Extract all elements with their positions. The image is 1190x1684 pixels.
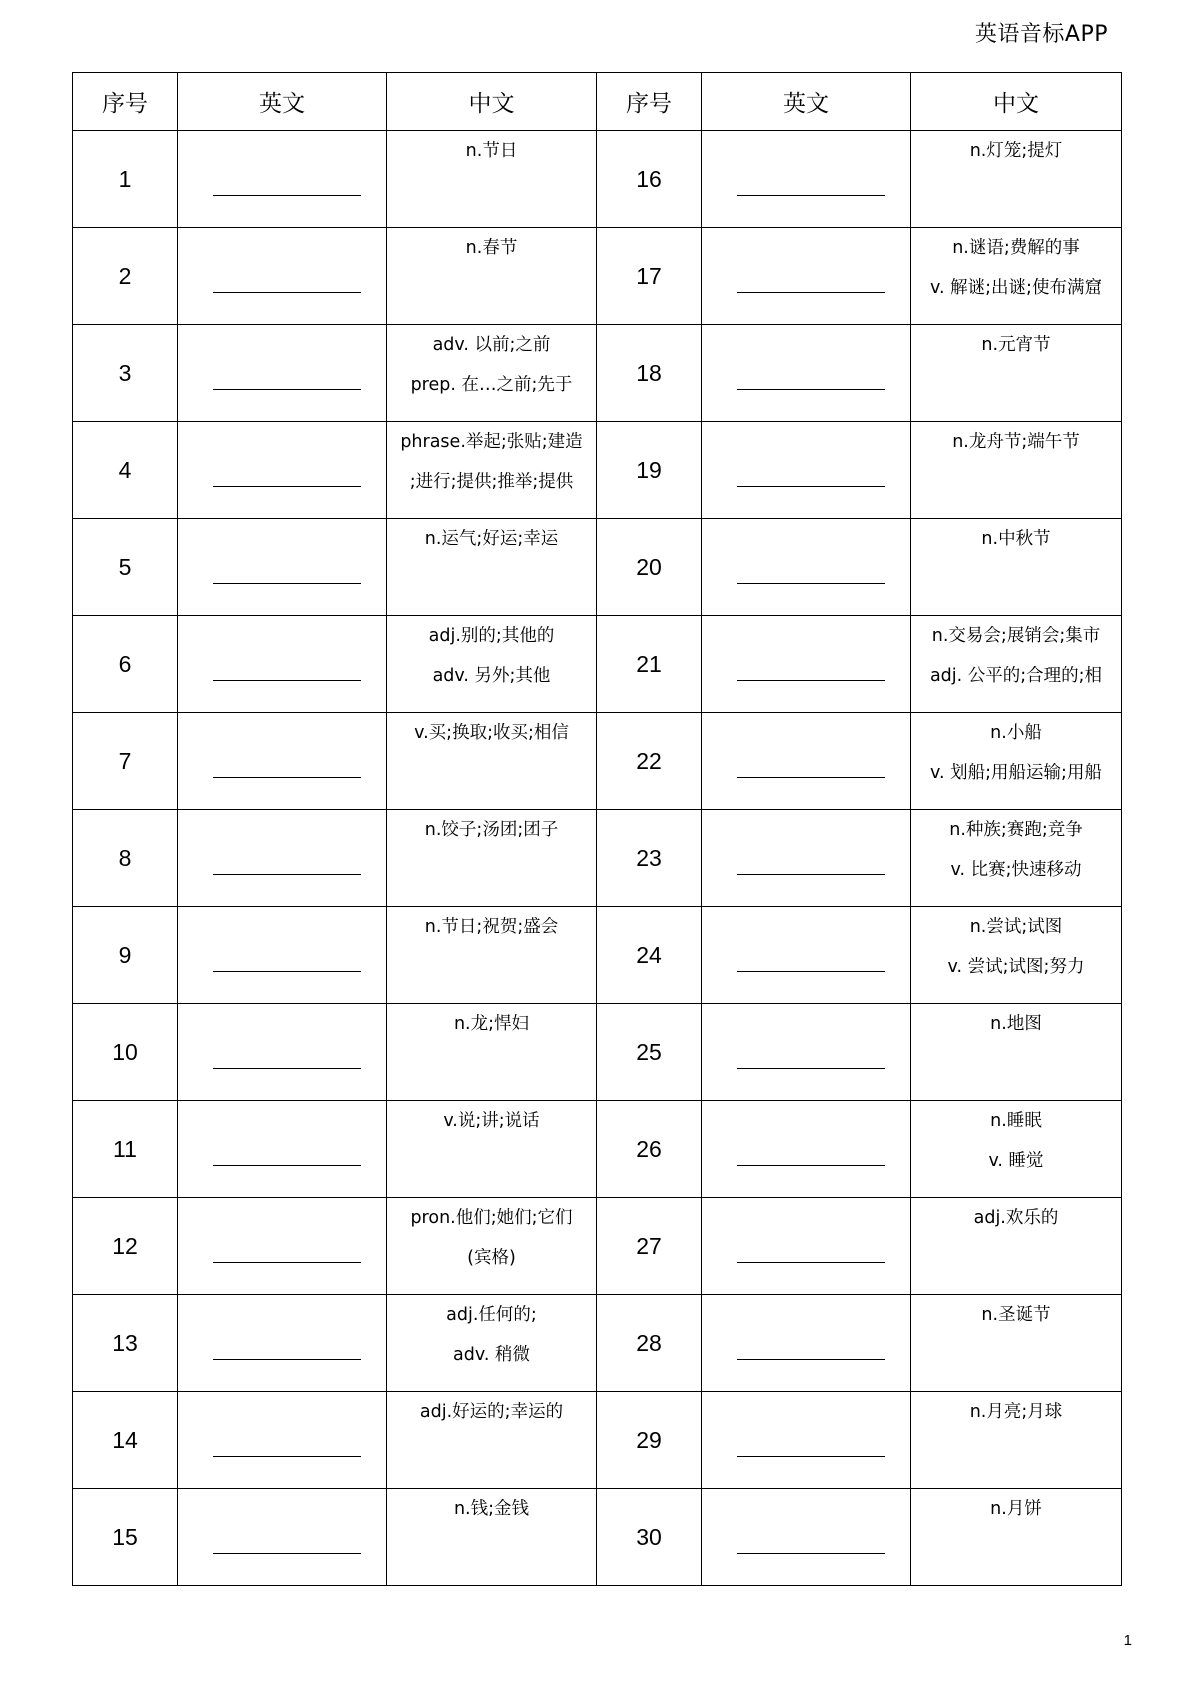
answer-blank-line [213,1456,361,1457]
word-number: 15 [73,1489,178,1586]
header-english-left: 英文 [178,73,387,131]
table-row [73,1004,1122,1101]
meaning-line: adj.任何的; [446,1305,537,1325]
english-answer-cell [178,1392,387,1489]
word-number: 26 [597,1101,702,1198]
chinese-meaning [387,228,597,325]
english-answer-cell [178,422,387,519]
chinese-meaning [387,1295,597,1392]
meaning-line: v. 划船;用船运输;用船 [930,763,1102,783]
table-row [73,519,1122,616]
meaning-line: v.说;讲;说话 [443,1111,540,1131]
answer-blank-line [737,874,885,875]
word-number: 10 [73,1004,178,1101]
chinese-meaning [911,325,1122,422]
meaning-line: n.钱;金钱 [453,1499,530,1519]
word-number: 6 [73,616,178,713]
meaning-line: pron.他们;她们;它们 [410,1208,573,1228]
chinese-meaning [387,519,597,616]
chinese-meaning [911,1101,1122,1198]
word-number: 25 [597,1004,702,1101]
answer-blank-line [737,1165,885,1166]
chinese-meaning [911,713,1122,810]
word-number: 27 [597,1198,702,1295]
word-number: 13 [73,1295,178,1392]
table-row [73,1489,1122,1586]
meaning-line: adv. 以前;之前 [432,335,551,355]
meaning-line: phrase.举起;张贴;建造 [400,432,583,452]
meaning-line: adj.欢乐的 [973,1208,1059,1228]
answer-blank-line [737,1553,885,1554]
answer-blank-line [737,1456,885,1457]
answer-blank-line [213,195,361,196]
meaning-line: v. 尝试;试图;努力 [947,957,1085,977]
chinese-meaning [911,1198,1122,1295]
answer-blank-line [213,1068,361,1069]
table-row [73,131,1122,228]
answer-blank-line [737,486,885,487]
answer-blank-line [737,971,885,972]
english-answer-cell [702,616,911,713]
table-body [73,131,1122,1586]
meaning-line: v.买;换取;收买;相信 [414,723,569,743]
header-number-left: 序号 [73,73,178,131]
chinese-meaning [387,1198,597,1295]
english-answer-cell [178,616,387,713]
english-answer-cell [178,228,387,325]
answer-blank-line [213,1165,361,1166]
chinese-meaning [387,422,597,519]
answer-blank-line [213,1262,361,1263]
chinese-meaning [911,810,1122,907]
meaning-line: ;进行;提供;推举;提供 [409,472,574,492]
chinese-meaning [387,1392,597,1489]
word-number: 12 [73,1198,178,1295]
answer-blank-line [213,971,361,972]
answer-blank-line [737,195,885,196]
english-answer-cell [178,1101,387,1198]
meaning-line: adv. 稍微 [453,1345,530,1365]
table-row [73,422,1122,519]
english-answer-cell [178,131,387,228]
table-row [73,907,1122,1004]
chinese-meaning [911,422,1122,519]
english-answer-cell [702,228,911,325]
table-row [73,325,1122,422]
meaning-line: n.尝试;试图 [969,917,1063,937]
english-answer-cell [178,1489,387,1586]
page-number: 1 [1123,1632,1132,1649]
english-answer-cell [178,907,387,1004]
answer-blank-line [213,583,361,584]
answer-blank-line [213,874,361,875]
chinese-meaning [911,616,1122,713]
chinese-meaning [387,1004,597,1101]
chinese-meaning [911,1004,1122,1101]
chinese-meaning [911,1392,1122,1489]
answer-blank-line [737,583,885,584]
table-row [73,1392,1122,1489]
meaning-line: n.龙舟节;端午节 [952,432,1080,452]
answer-blank-line [213,777,361,778]
answer-blank-line [737,1262,885,1263]
vocabulary-table [72,72,1122,1586]
answer-blank-line [737,389,885,390]
english-answer-cell [702,907,911,1004]
answer-blank-line [213,486,361,487]
word-number: 9 [73,907,178,1004]
word-number: 21 [597,616,702,713]
chinese-meaning [387,325,597,422]
word-number: 1 [73,131,178,228]
english-answer-cell [702,422,911,519]
english-answer-cell [702,1392,911,1489]
chinese-meaning [387,1101,597,1198]
word-number: 3 [73,325,178,422]
meaning-line: n.中秋节 [981,529,1051,549]
meaning-line: n.运气;好运;幸运 [424,529,559,549]
english-answer-cell [702,1489,911,1586]
meaning-line: n.春节 [465,238,518,258]
meaning-line: v. 解谜;出谜;使布满窟 [930,278,1102,298]
word-number: 30 [597,1489,702,1586]
word-number: 2 [73,228,178,325]
english-answer-cell [178,519,387,616]
english-answer-cell [702,325,911,422]
english-answer-cell [702,519,911,616]
word-number: 4 [73,422,178,519]
meaning-line: n.睡眠 [990,1111,1042,1131]
meaning-line: n.交易会;展销会;集市 [931,626,1101,646]
answer-blank-line [213,1553,361,1554]
answer-blank-line [213,1359,361,1360]
english-answer-cell [178,713,387,810]
english-answer-cell [178,810,387,907]
meaning-line: n.月亮;月球 [969,1402,1063,1422]
word-number: 7 [73,713,178,810]
chinese-meaning [387,1489,597,1586]
table-row [73,1198,1122,1295]
chinese-meaning [387,713,597,810]
table-row [73,810,1122,907]
chinese-meaning [911,519,1122,616]
meaning-line: adv. 另外;其他 [432,666,551,686]
chinese-meaning [387,616,597,713]
meaning-line: n.元宵节 [981,335,1051,355]
word-number: 19 [597,422,702,519]
meaning-line: n.种族;赛跑;竞争 [949,820,1083,840]
meaning-line: n.节日;祝贺;盛会 [424,917,559,937]
meaning-line: n.小船 [990,723,1042,743]
english-answer-cell [702,1101,911,1198]
meaning-line: adj.好运的;幸运的 [419,1402,564,1422]
word-number: 5 [73,519,178,616]
meaning-line: n.灯笼;提灯 [969,141,1063,161]
table-header-row [73,73,1122,131]
chinese-meaning [387,907,597,1004]
meaning-line: adj. 公平的;合理的;相 [929,666,1103,686]
english-answer-cell [702,810,911,907]
english-answer-cell [702,1004,911,1101]
english-answer-cell [702,131,911,228]
answer-blank-line [213,292,361,293]
word-number: 18 [597,325,702,422]
meaning-line: v. 比赛;快速移动 [950,860,1082,880]
app-title: 英语音标APP [974,22,1108,47]
meaning-line: prep. 在…之前;先于 [410,375,573,395]
table-row [73,1101,1122,1198]
meaning-line: n.圣诞节 [981,1305,1051,1325]
chinese-meaning [911,228,1122,325]
english-answer-cell [178,325,387,422]
meaning-line: n.月饼 [990,1499,1042,1519]
word-number: 24 [597,907,702,1004]
word-number: 20 [597,519,702,616]
chinese-meaning [911,1295,1122,1392]
word-number: 28 [597,1295,702,1392]
chinese-meaning [911,131,1122,228]
answer-blank-line [737,292,885,293]
word-number: 23 [597,810,702,907]
answer-blank-line [737,680,885,681]
table-row [73,616,1122,713]
answer-blank-line [737,1068,885,1069]
english-answer-cell [702,1295,911,1392]
word-number: 29 [597,1392,702,1489]
meaning-line: adj.别的;其他的 [428,626,555,646]
header-english-right: 英文 [702,73,911,131]
english-answer-cell [178,1295,387,1392]
meaning-line: n.龙;悍妇 [453,1014,530,1034]
meaning-line: v. 睡觉 [988,1151,1044,1171]
answer-blank-line [213,389,361,390]
word-number: 16 [597,131,702,228]
english-answer-cell [178,1004,387,1101]
chinese-meaning [387,810,597,907]
chinese-meaning [911,907,1122,1004]
chinese-meaning [911,1489,1122,1586]
header-chinese-right: 中文 [911,73,1122,131]
table-row [73,713,1122,810]
word-number: 11 [73,1101,178,1198]
table-row [73,228,1122,325]
word-number: 22 [597,713,702,810]
english-answer-cell [178,1198,387,1295]
answer-blank-line [737,1359,885,1360]
answer-blank-line [737,777,885,778]
meaning-line: n.谜语;费解的事 [952,238,1080,258]
header-chinese-left: 中文 [387,73,597,131]
meaning-line: n.饺子;汤团;团子 [424,820,559,840]
meaning-line: n.地图 [990,1014,1042,1034]
answer-blank-line [213,680,361,681]
english-answer-cell [702,713,911,810]
word-number: 8 [73,810,178,907]
header-number-right: 序号 [597,73,702,131]
meaning-line: n.节日 [465,141,518,161]
chinese-meaning [387,131,597,228]
table-row [73,1295,1122,1392]
word-number: 14 [73,1392,178,1489]
english-answer-cell [702,1198,911,1295]
meaning-line: (宾格) [467,1248,516,1268]
word-number: 17 [597,228,702,325]
